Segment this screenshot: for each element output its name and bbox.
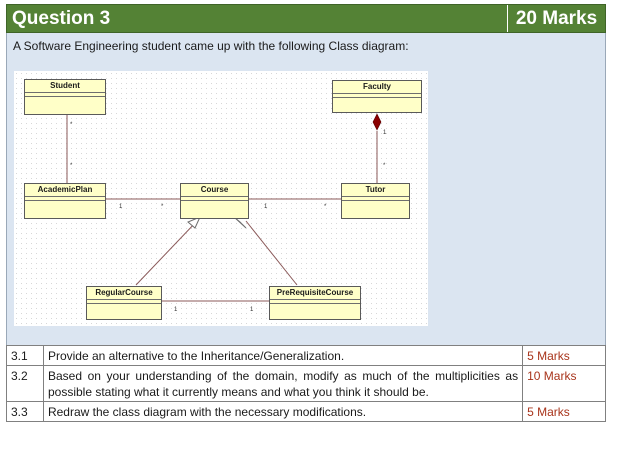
task-text: Redraw the class diagram with the necessary modifications. xyxy=(43,402,522,422)
multiplicity-label: * xyxy=(324,204,327,210)
composition-diamond xyxy=(373,114,381,130)
task-table xyxy=(6,345,606,422)
generalization-prereq-course xyxy=(246,221,297,285)
question-marks: 20 Marks xyxy=(507,5,605,32)
class-name: AcademicPlan xyxy=(25,184,105,197)
task-marks: 10 Marks xyxy=(523,366,606,402)
class-name: PreRequisiteCourse xyxy=(270,287,360,300)
class-faculty xyxy=(332,80,422,113)
task-number: 3.3 xyxy=(7,402,44,422)
task-marks: 5 Marks xyxy=(523,346,606,366)
class-diagram xyxy=(14,71,428,326)
multiplicity-label: 1 xyxy=(119,204,123,210)
class-name: Tutor xyxy=(342,184,409,197)
multiplicity-label: 1 xyxy=(174,307,178,313)
multiplicity-label: 1 xyxy=(250,307,254,313)
class-course xyxy=(180,183,249,219)
class-name: RegularCourse xyxy=(87,287,161,300)
question-body xyxy=(6,33,606,345)
multiplicity-label: * xyxy=(161,204,164,210)
question-header xyxy=(6,4,606,33)
task-number: 3.1 xyxy=(7,346,44,366)
generalization-regular-course xyxy=(136,221,197,285)
task-number: 3.2 xyxy=(7,366,44,402)
multiplicity-label: * xyxy=(383,163,386,169)
class-regular-course xyxy=(86,286,162,320)
task-row xyxy=(7,402,606,422)
task-text: Based on your understanding of the domain, modify as much of the multiplicities as possible stating what it currently means and what you think it should be. xyxy=(43,366,522,402)
task-row xyxy=(7,366,606,402)
class-name: Student xyxy=(25,80,105,93)
multiplicity-label: * xyxy=(70,122,73,128)
class-tutor xyxy=(341,183,410,219)
class-student xyxy=(24,79,106,115)
class-prerequisite-course xyxy=(269,286,361,320)
task-text: Provide an alternative to the Inheritance/Generalization. xyxy=(43,346,522,366)
multiplicity-label: 1 xyxy=(264,204,268,210)
task-marks: 5 Marks xyxy=(523,402,606,422)
question-sheet xyxy=(6,4,606,422)
question-title: Question 3 xyxy=(12,8,111,29)
multiplicity-label: * xyxy=(70,163,73,169)
class-academic-plan xyxy=(24,183,106,219)
intro-text: A Software Engineering student came up with the following Class diagram: xyxy=(13,39,409,53)
class-name: Faculty xyxy=(333,81,421,94)
class-name: Course xyxy=(181,184,248,197)
multiplicity-label: 1 xyxy=(383,130,387,136)
task-row xyxy=(7,346,606,366)
